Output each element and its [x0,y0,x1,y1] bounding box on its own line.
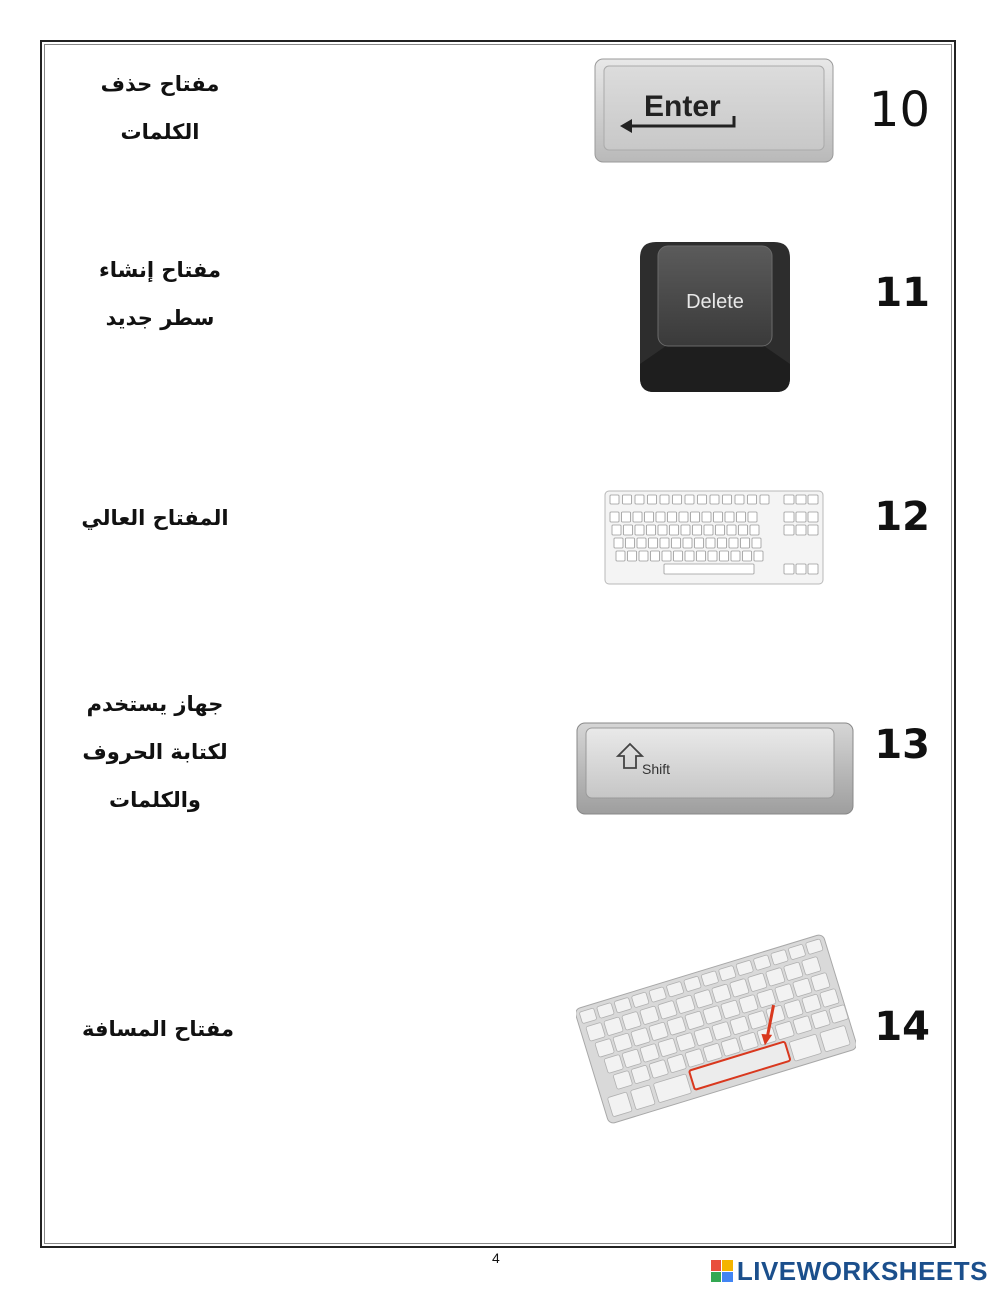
keyboard-key [670,525,679,535]
page-number: 4 [492,1250,500,1266]
keyboard-key [656,512,665,522]
description-13-line1: جهاز يستخدم [86,692,224,716]
keyboard-key [610,512,619,522]
keyboard-key [750,525,759,535]
keyboard-key [664,564,754,574]
enter-key-image [594,58,834,164]
keyboard-key [695,538,704,548]
keyboard-key [683,538,692,548]
keyboard-key [723,495,732,504]
keyboard-key [741,538,750,548]
keyboard-key [624,525,633,535]
keyboard-key [796,564,806,574]
keyboard-key [693,525,702,535]
keyboard-key [622,512,631,522]
item-number-11: 11 [874,270,930,316]
liveworksheets-logo-icon [711,1260,733,1282]
liveworksheets-logo [711,1256,988,1286]
item-number-13: 13 [874,722,930,768]
keyboard-key [714,512,723,522]
keyboard-key [639,551,648,561]
keyboard-key [702,512,711,522]
keyboard-key [685,551,694,561]
description-14 [58,1005,258,1053]
keyboard-key [760,495,769,504]
keyboard-key [674,551,683,561]
description-12-line1: المفتاح العالي [81,506,229,530]
description-14-line1: مفتاح المسافة [82,1017,234,1041]
keyboard-key [716,525,725,535]
keyboard-key [610,495,619,504]
keyboard-key [635,495,644,504]
keyboard-key [662,551,671,561]
keyboard-key [704,525,713,535]
keyboard-key [808,495,818,504]
keyboard-key [710,495,719,504]
keyboard-key [725,512,734,522]
keyboard-key [612,525,621,535]
keyboard-key [685,495,694,504]
keyboard-key [784,525,794,535]
keyboard-key [698,495,707,504]
keyboard-key [649,538,658,548]
keyboard-key [623,495,632,504]
keyboard-key [754,551,763,561]
keyboard-key [808,564,818,574]
keyboard-key [648,495,657,504]
keyboard-key [784,564,794,574]
keyboard-key [637,538,646,548]
keyboard-key [614,538,623,548]
description-10-line2: الكلمات [120,120,200,144]
description-13-line2: لكتابة الحروف [82,740,228,764]
keyboard-key [626,538,635,548]
liveworksheets-brand-text: LIVEWORKSHEETS [736,1255,988,1286]
item-number-12: 12 [874,494,930,540]
keyboard-key [727,525,736,535]
description-13 [55,680,255,824]
keyboard-key [729,538,738,548]
description-11 [60,246,260,342]
keyboard-key [796,512,806,522]
keyboard-key [743,551,752,561]
keyboard-key [691,512,700,522]
keyboard-key [616,551,625,561]
item-number-14: 14 [874,1004,930,1050]
enter-key-label: Enter [644,90,721,123]
keyboard-key [708,551,717,561]
shift-key-image [576,722,854,816]
keyboard-key [752,538,761,548]
keyboard-key [633,512,642,522]
description-12 [55,494,255,542]
full-keyboard-image [604,490,824,586]
keyboard-key [748,495,757,504]
shift-key-label: Shift [642,761,671,777]
keyboard-key [796,495,806,504]
keyboard-spacebar-image [576,934,856,1124]
keyboard-key [796,525,806,535]
delete-key-label: Delete [686,291,744,313]
keyboard-key [658,525,667,535]
keyboard-key [697,551,706,561]
keyboard-key [748,512,757,522]
description-10-line1: مفتاح حذف [100,72,220,96]
keyboard-key [635,525,644,535]
keyboard-key [706,538,715,548]
keyboard-key [737,512,746,522]
keyboard-key [784,512,794,522]
keyboard-key [718,538,727,548]
keyboard-key [660,538,669,548]
keyboard-key [720,551,729,561]
item-number-10: 10 [868,82,930,138]
keyboard-key [673,495,682,504]
description-11-line1: مفتاح إنشاء [98,258,222,282]
description-13-line3: والكلمات [109,788,201,812]
delete-key-image [638,238,792,394]
description-11-line2: سطر جديد [105,306,215,330]
keyboard-key [672,538,681,548]
keyboard-key [668,512,677,522]
keyboard-key [735,495,744,504]
keyboard-key [784,495,794,504]
keyboard-key [651,551,660,561]
keyboard-key [808,512,818,522]
keyboard-key [808,525,818,535]
keyboard-key [681,525,690,535]
keyboard-key [739,525,748,535]
keyboard-key [628,551,637,561]
keyboard-key [731,551,740,561]
keyboard-key [660,495,669,504]
keyboard-key [679,512,688,522]
keyboard-key [647,525,656,535]
keyboard-key [645,512,654,522]
description-10 [60,60,260,156]
